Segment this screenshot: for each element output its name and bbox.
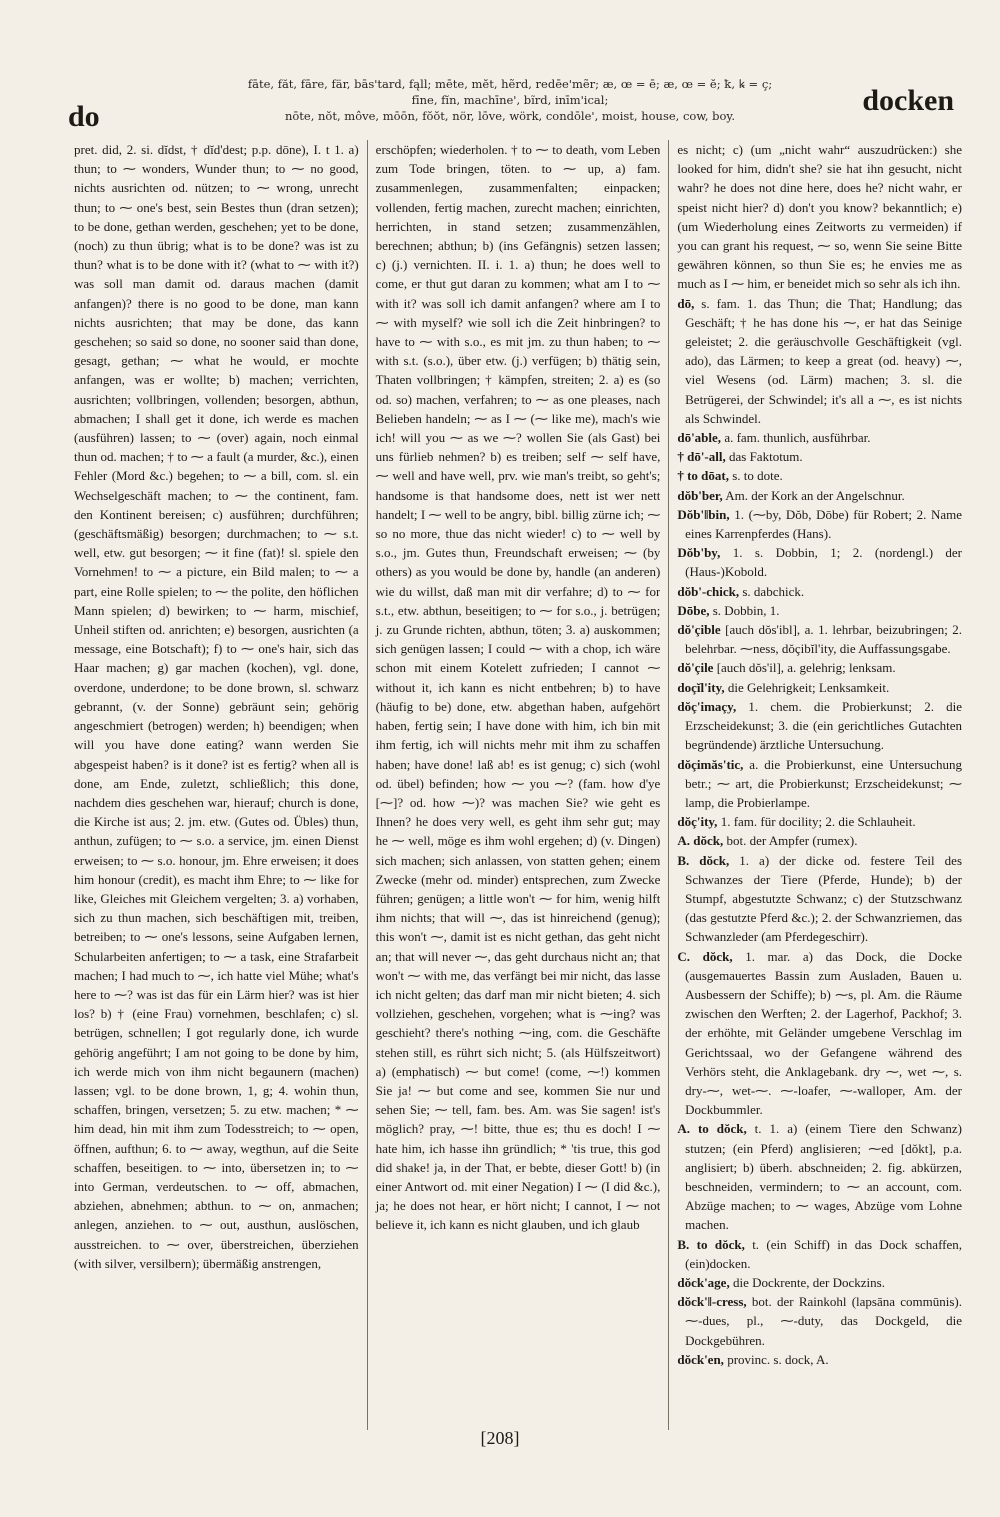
entry-text: s. dabchick. [739,583,805,599]
dictionary-entry [677,1350,962,1369]
entry-text: t. 1. a) (einem Tiere den Schwanz) stutzen; (ein Pferd) anglisieren; ⁓ed [dŏkt], p.a. anglisiert; b) überh. abschneiden; 2. fig. abkürzen, beschneiden, vermindern; to ⁓ an account, com. Abzüge machen; to ⁓ wages, Abzüge vom Lohne machen. [685,1121,963,1233]
entry-headword: dŏç'imaçy, [677,698,737,714]
dictionary-entry [677,620,962,658]
entry-text: 1. mar. a) das Dock, die Docke (ausgemauertes Bassin zum Ausladen, Bauen u. Ausbessern der Schiffe); b) ⁓s, pl. Am. die Räume zwischen den Werften; 2. der Lagerhof, Packhof; 3. der erhöhte, mit Geländer umgebene Verschlag im Gerichtssaal, wo der Gefangene während des Verhörs steht, die Anklagebank. dry ⁓, wet ⁓, s. dry-⁓, wet-⁓. ⁓-loafer, ⁓-walloper, Am. der Dockbummler. [685,948,963,1118]
column-2 [367,140,661,1430]
entry-text: pret. did, 2. si. dĭdst, † dĭd'dest; p.p. dōne), I. t 1. a) thun; to ⁓ wonders, Wunder thun; to ⁓ no good, nichts ausrichten od. nützen; to ⁓ wrong, unrecht thun; to ⁓ one's best, sein Bestes thun (dran setzen); to be done, gethan werden, geschehen; yet to be done, (noch) zu thun übrig; what is to be done? was ist zu thun? what is to be done with it? (what to ⁓ with it?) was soll man damit od. daraus machen (damit anfangen)? there is no good to be done, man kann nichts ausrichten; that may be done, das kann geschehen; so said so done, no sooner said than done, gesagt, gethan; ⁓ what he would, er mochte anfangen, was er wollte; b) machen; verrichten, ausrichten; vollbringen, vollenden; besorgen, abthun, abmachen; I shall get it done, ich werde es machen (ausführen) lassen; to ⁓ (over) again, noch einmal thun od. machen; † to ⁓ a fault (a murder, &c.), einen Fehler (Mord &c.) begehen; to ⁓ a bill, com. sl. ein Wechselgeschäft machen; to ⁓ the continent, fam. den Kontinent bereisen; c) ausführen; durchführen; (geschäftsmäßig) besorgen; durchmachen; to ⁓ s.t. well, etw. gut besorgen; ⁓ it fine (fat)! sl. spiele den Vornehmen! to ⁓ a picture, ein Bild malen; to ⁓ a part, eine Rolle spielen; to ⁓ the polite, den höflichen Mann spielen; d) bewirken; to ⁓ harm, mischief, Unheil stiften od. anrichten; e) besorgen, ausrichten (a message, eine Botschaft); f) to ⁓ one's hair, sich das Haar machen; g) gar machen (kochen), vgl. done, overdone, underdone; to be done brown, sl. schwarz gebrannt, (v. der Sonne) gebräunt sein; gehörig angeschmiert (betrogen) werden; h) beendigen; when will you have done eating? wann werden Sie abgespeist haben? is it done? ist es fertig? when all is done, am Ende, zuletzt, schließlich; this done, nachdem dies geschehen war, hierauf; church is done, die Kirche ist aus; 2. jm. etw. (Gutes od. Übles) thun, anthun, zufügen; to ⁓ s.o. a service, jm. einen Dienst erweisen; to ⁓ s.o. honour, jm. Ehre erweisen; it does him honour (credit), es macht ihm Ehre; to ⁓ like for like, Gleiches mit Gleichem vergelten; 3. a) vorhaben, sich zu thun machen, sich beschäftigen mit, treiben, betreiben; to ⁓ one's lessons, seine Aufgaben lernen, Schularbeiten anfertigen; to ⁓ a task, eine Strafarbeit machen; I had much to ⁓, ich hatte viel Mühe; what's here to ⁓? was ist das für ein Lärm hier? was ist hier los? b) † (eine Frau) vornehmen, beschlafen; c) sl. betrügen, schnellen; I got regularly done, ich wurde gehörig angeführt; I am not going to be done by him, ich werde mich von ihm nicht begaunern (machen) lassen; vgl. to be done brown, 1, g; 4. wohin thun, schaffen, bringen, versetzen; 5. zu etw. machen; * ⁓ him dead, hin mit ihm zum Todesstreich; to ⁓ open, öffnen, aufthun; 6. to ⁓ away, wegthun, auf die Seite schaffen, beseitigen. to ⁓ into, übersetzen in; to ⁓ into German, verdeutschen. to ⁓ off, abmachen, abziehen, abnehmen; abthun. to ⁓ on, anmachen; anlegen, anziehen. to ⁓ out, austhun, auslöschen, ausstreichen. to ⁓ over, überstreichen, überziehen (with silver, versilbern); übermäßig anstrengen, [74,142,359,1271]
dictionary-entry [677,697,962,755]
dictionary-entry [677,947,962,1120]
dictionary-entry [677,755,962,813]
dictionary-entry [677,294,962,428]
dictionary-entry [677,831,962,850]
entry-headword: Dŏb'‖bin, [677,506,730,522]
entry-headword: dŏç'ity, [677,814,718,830]
dictionary-columns [74,140,962,1430]
entry-headword: B. dŏck, [677,852,730,868]
entry-text: s. to dote. [728,468,783,484]
entry-headword: dŏ'çible [677,622,721,638]
dictionary-entry [677,678,962,697]
entry-headword: A. to dŏck, [677,1121,747,1137]
entry-text: bot. der Rainkohl (lapsāna commūnis). ⁓-dues, pl., ⁓-duty, das Dockgeld, die Dockgebühren. [685,1294,963,1348]
pronunciation-key [200,76,820,124]
dictionary-entry [677,601,962,620]
dictionary-entry [677,505,962,543]
dictionary-entry [677,1292,962,1350]
page-number: [208] [480,1428,520,1448]
entry-headword: † dō'-all, [677,449,726,465]
entry-continuation [677,140,962,294]
entry-text: a. die Probierkunst, eine Untersuchung betr.; ⁓ art, die Probierkunst; Erzscheidekunst; ⁓ lamp, die Probierlampe. [685,756,963,810]
entry-text: das Faktotum. [725,449,803,465]
entry-headword: B. to dŏck, [677,1236,745,1252]
pronunciation-key-line: nōte, nŏt, môve, mōōn, fŏŏt, nör, lōve, wörk, condōle', moist, house, cow, boy. [284,109,736,123]
pronunciation-key-line: fīne, fĭn, machīne', bĩrd, inīm'ical; [411,93,609,107]
dictionary-entry [677,543,962,581]
entry-text: [auch dŏs'il], a. gelehrig; lenksam. [713,660,896,676]
dictionary-entry [677,1235,962,1273]
dictionary-entry [677,1119,962,1234]
entry-text: a. fam. thunlich, ausführbar. [721,430,871,446]
entry-continuation [74,140,359,1273]
entry-headword: C. dŏck, [677,948,733,964]
entry-headword: dŏb'-chick, [677,583,740,599]
pronunciation-key-line: fāte, făt, fāre, fär, bās'tard, fąll; mēte, mĕt, hẽrd, redēe'mẽr; æ, œ = ē; æ, œ = ĕ; ꝁ, ꝃ = ç; [247,77,773,91]
entry-text: es nicht; c) (um „nicht wahr“ auszudrücken:) she looked for him, didn't she? sie hat ihn gesucht, nicht wahr? he does not dine here, does he? nicht wahr, er speist nicht hier? d) don't you know? bekanntlich; e) (um Wiederholung eines Zeitworts zu vermeiden) if you can grant his request, ⁓ so, wenn Sie seine Bitte gewähren können, so thun Sie es; he envies me as much as I ⁓ him, er beneidet mich so sehr als ich ihn. [677,142,963,292]
entry-headword: dŏçimăs'tic, [677,756,744,772]
dictionary-entry [677,428,962,447]
entry-headword: doçĭl'ity, [677,679,725,695]
entry-text: 1. chem. die Probierkunst; 2. die Erzscheidekunst; 3. die (ein gerichtliches Gutachten begründende) ärztliche Untersuchung. [685,698,963,753]
entry-headword: Dŏb'by, [677,545,721,561]
guide-word-left: do [68,100,100,133]
entry-headword: dō'able, [677,430,722,446]
page-header [0,0,1000,140]
entry-headword: A. dŏck, [677,833,724,849]
entry-text: Am. der Kork an der Angelschnur. [722,487,905,503]
dictionary-entry [677,851,962,947]
guide-word-right: docken [862,84,954,117]
dictionary-entry [677,466,962,485]
entry-headword: † to dōat, [677,468,729,484]
entry-text: provinc. s. dock, A. [723,1351,829,1367]
entry-text: [auch dŏs'ibl], a. 1. lehrbar, beizubringen; 2. belehrbar. ⁓ness, dŏçibĭl'ity, die Auffassungsgabe. [685,622,963,657]
dictionary-entry [677,658,962,677]
entry-headword: Dōbe, [677,602,710,618]
dictionary-entry [677,812,962,831]
entry-text: t. (ein Schiff) in das Dock schaffen, (ein)docken. [685,1236,963,1271]
entry-text: 1. s. Dobbin, 1; 2. (nordengl.) der (Haus-)Kobold. [685,545,963,580]
column-1 [74,140,359,1430]
entry-headword: dŏ'çile [677,660,714,676]
entry-text: die Gelehrigkeit; Lenksamkeit. [724,679,890,695]
dictionary-entry [677,1273,962,1292]
entry-text: s. fam. 1. das Thun; die That; Handlung; das Geschäft; † he has done his ⁓, er hat das Seinige geleistet; 2. die geräuschvolle Geschäftigkeit (vgl. ado), das Lärmen; to keep a great (od. heavy) ⁓, viel Wesens (od. Lärm) machen; 3. sl. die Betrügerei, der Schwindel; it's all a ⁓, es ist nichts als Schwindel. [685,295,963,426]
entry-text: s. Dobbin, 1. [709,602,780,618]
entry-headword: dŏck'‖-cress, [677,1294,747,1310]
dictionary-entry [677,447,962,466]
entry-text: die Dockrente, der Dockzins. [729,1274,885,1290]
entry-text: 1. fam. für docility; 2. die Schlauheit. [717,814,916,830]
entry-continuation [376,140,661,1235]
entry-text: erschöpfen; wiederholen. † to ⁓ to death, vom Leben zum Tode bringen, töten. to ⁓ up, a) fam. zusammenlegen, zusammenfalten; einpacken; vollenden, fertig machen, zurecht machen; einrichten, herrichten, in stand setzen; zusammenzählen, berechnen; abthun; b) (ins Gefängnis) setzen lassen; c) (j.) vernichten. II. i. 1. a) thun; he does well to come, er thut gut daran zu kommen; what am I to ⁓ with it? was soll ich damit anfangen? where am I to ⁓ with myself? wie soll ich die Zeit hinbringen? to have to ⁓ with s.o., es mit jm. zu thun haben; to ⁓ with s.t. (s.o.), über etw. (j.) verfügen; b) thätig sein, Thaten vollbringen; † kämpfen, streiten; 2. a) es (so od. so) machen, verfahren; to ⁓ as one pleases, nach Belieben handeln; ⁓ as I ⁓ (⁓ like me), mach's wie ich! will you ⁓ as we ⁓? wollen Sie (als Gast) bei uns fürlieb nehmen? b) es treiben; self ⁓ self have, ⁓ well and have well, prv. wie man's treibt, so geht's; handsome is that handsome does, nett ist wer nett handelt; I ⁓ well to be angry, bibl. billig zürne ich; ⁓ so no more, thue das nicht wieder! c) to ⁓ well by s.o., jm. Gutes thun, Freundschaft erweisen; ⁓ (by others) as you would be done by, handle (an anderen) wie du willst, daß man mit dir verfahre; d) to ⁓ for s.t., etw. abthun, beseitigen; to ⁓ for s.o., j. betrügen; j. zu Grunde richten, abthun, töten; 3. a) auskommen; sich genügen lassen; I could ⁓ with a chop, ich wäre schon mit einem Kotelett zufrieden; I cannot ⁓ without it, ich kann es nicht entbehren; b) to have (häufig to be) done, etw. abgethan haben, aufgehört haben, fertig sein; I have done with him, ich bin mit ihm fertig, ich will nichts mehr mit ihm zu schaffen haben; have done! laß ab! es ist genug; c) sich (wohl od. übel) befinden; how ⁓ you ⁓? (fam. how d'ye [⁓]? od. how ⁓)? was machen Sie? wie geht es Ihnen? he does very well, es geht ihm sehr gut; may he ⁓ well, möge es ihm wohl ergehen; d) (v. Dingen) sich machen; sich anlassen, von statten gehen; einem Zwecke (mehr od. minder) entsprechen, zum Zwecke führen; genügen; a little won't ⁓ for him, wenig hilft ihm nichts; that will ⁓, das ist hinreichend (genug); this won't ⁓, damit ist es nicht gethan, das geht nicht an; that will never ⁓, das geht durchaus nicht an; that won't ⁓ with me, das verfängt bei mir nicht, das lasse ich nicht gelten; das darf man mir nicht bieten; 4. sich vollziehen, geschehen, vorgehen; what is ⁓ing? was geschieht? there's nothing ⁓ing, com. die Geschäfte stehen still, es rührt sich nicht; 5. (als Hülfszeitwort) a) (emphatisch) ⁓ but come! (come, ⁓!) kommen Sie ja! ⁓ but come and see, kommen Sie nur und sehen Sie; ⁓ tell, fam. bes. Am. was Sie sagen! ist's möglich? pray, ⁓! bitte, thue es; thu es doch! I ⁓ hate him, ich hasse ihn gründlich; * 'tis true, this god did shake! ja, in der That, er bebte, dieser Gott! b) (in einer Antwort od. mit einer Negation) I ⁓ (I did &c.), ja; he does not hear, er hört nicht; I cannot, I ⁓ not believe it, ich kann es nicht glauben, und ich glaub [375,142,661,1233]
entry-headword: dŏck'en, [677,1351,724,1367]
column-3 [668,140,962,1430]
entry-headword: dŏck'age, [677,1274,730,1290]
entry-text: 1. (⁓by, Dŏb, Dōbe) für Robert; 2. Name eines Karrenpferdes (Hans). [685,506,963,542]
dictionary-entry [677,582,962,601]
dictionary-entry [677,486,962,505]
entry-headword: dō, [677,295,695,311]
entry-headword: dŏb'ber, [677,487,723,503]
entry-text: 1. a) der dicke od. festere Teil des Schwanzes der Tiere (Pferde, Hunde); b) der Stumpf, abgestutzte Schwanz; c) der Stutzschwanz (das gestutzte Pferd &c.); 2. der Schwanzriemen, das Schwanzleder (am Pferdegeschirr). [685,852,963,945]
entry-text: bot. der Ampfer (rumex). [723,833,858,849]
